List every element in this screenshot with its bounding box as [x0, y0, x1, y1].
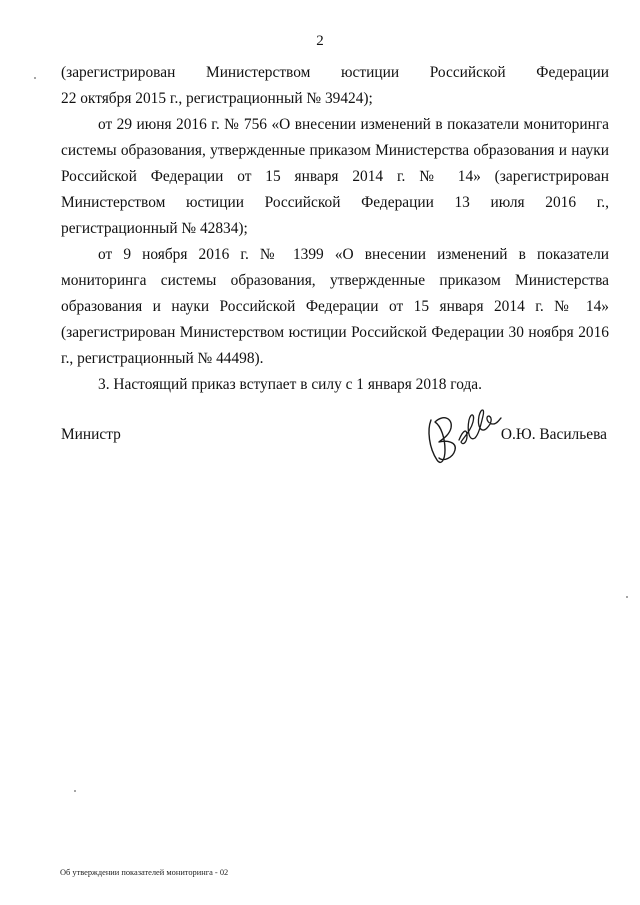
signatory-position: Министр: [61, 426, 121, 443]
paragraph-effective-date: 3. Настоящий приказ вступает в силу с 1 января 2018 года.: [98, 376, 482, 393]
page-number: 2: [316, 33, 324, 49]
paragraph-continuation-line-1: (зарегистрирован Министерством юстиции Российской Федерации: [61, 64, 609, 81]
scan-speck: [34, 77, 36, 79]
paragraph-order-756: от 29 июня 2016 г. № 756 «О внесении изменений в показатели мониторинга системы образования, утвержденные приказом Министерства образования и науки Российской Федерации от 15 января 2014 г. № 14» (зарегистрирован Министерством юстиции Российской Федерации 13 июля 2016 г., регистрационный № 42834);: [61, 116, 609, 237]
signature-block: [61, 400, 609, 480]
document-body: [61, 60, 609, 398]
paragraph-continuation-line-2: 22 октября 2015 г., регистрационный № 39424);: [61, 90, 373, 107]
scan-speck: [74, 790, 76, 792]
document-footer: Об утверждении показателей мониторинга - 02: [60, 868, 229, 877]
signatory-name: О.Ю. Васильева: [500, 426, 607, 443]
handwritten-signature: [423, 400, 503, 470]
scan-speck: [626, 596, 628, 598]
paragraph-order-1399: от 9 ноября 2016 г. № 1399 «О внесении изменений в показатели мониторинга системы образования, утвержденные приказом Министерства образования и науки Российской Федерации от 15 января 2014 г. № 14» (зарегистрирован Министерством юстиции Российской Федерации 30 ноября 2016 г., регистрационный № 44498).: [61, 246, 609, 367]
